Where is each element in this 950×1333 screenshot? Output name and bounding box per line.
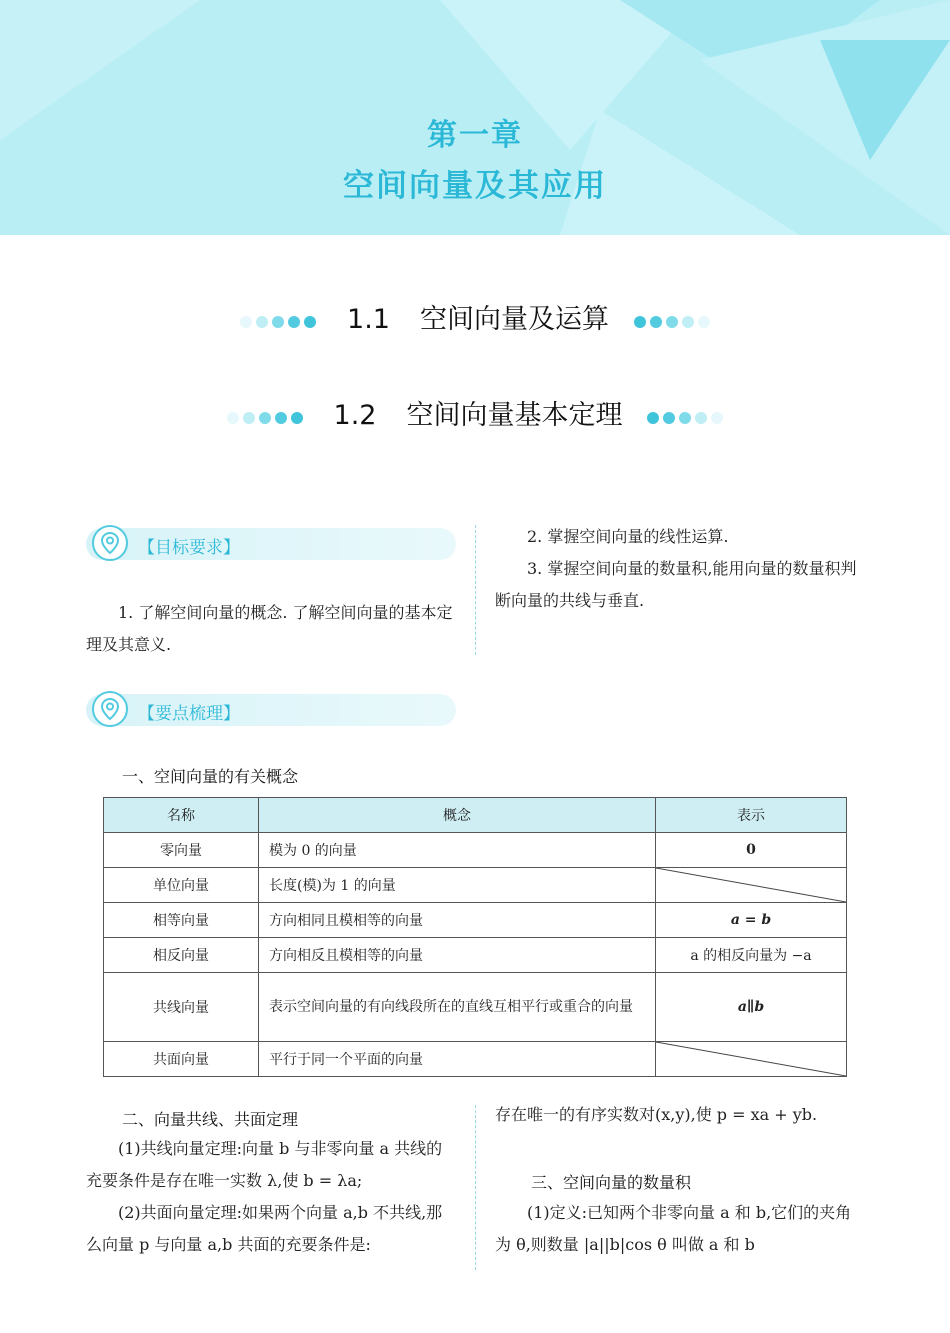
dot-product-definition: (1)定义:已知两个非零向量 a 和 b,它们的夹角为 θ,则数量 |a||b|cos θ 叫做 a 和 b <box>495 1203 852 1254</box>
theorems-heading: 二、向量共线、共面定理 <box>122 1110 299 1129</box>
keypoints-label: 【要点梳理】 <box>138 704 240 724</box>
table-row <box>104 833 847 868</box>
concepts-table <box>103 797 847 1077</box>
row-name: 单位向量 <box>104 868 259 903</box>
section-title: 空间向量基本定理 <box>406 400 623 431</box>
row-definition: 方向相同且模相等的向量 <box>259 903 656 938</box>
row-definition: 表示空间向量的有向线段所在的直线互相平行或重合的向量 <box>259 973 656 1042</box>
row-representation: a∥b <box>656 973 847 1042</box>
header-name: 名称 <box>104 798 259 833</box>
row-name: 零向量 <box>104 833 259 868</box>
keypoints-label-pill <box>86 694 456 726</box>
row-definition: 方向相反且模相等的向量 <box>259 938 656 973</box>
empty-slash-cell <box>656 868 847 903</box>
section-number: 1.2 <box>333 400 377 431</box>
left-dots-decoration <box>225 401 305 432</box>
row-representation: a 的相反向量为 −a <box>656 938 847 973</box>
location-pin-icon <box>92 525 128 561</box>
goal-item-2: 2. 掌握空间向量的线性运算. <box>527 527 729 546</box>
collinear-theorem: (1)共线向量定理:向量 b 与非零向量 a 共线的充要条件是存在唯一实数 λ,使 b = λa; <box>86 1139 443 1190</box>
goals-label: 【目标要求】 <box>138 538 240 558</box>
table-row <box>104 903 847 938</box>
section-title: 空间向量及运算 <box>419 304 609 335</box>
right-dots-decoration <box>632 305 712 336</box>
goal-item-3: 3. 掌握空间向量的数量积,能用向量的数量积判断向量的共线与垂直. <box>495 559 857 610</box>
goals-label-pill <box>86 528 456 560</box>
coplanar-theorem: (2)共面向量定理:如果两个向量 a,b 不共线,那么向量 p 与向量 a,b 共面的充要条件是: <box>86 1203 443 1254</box>
row-definition: 平行于同一个平面的向量 <box>259 1042 656 1077</box>
concepts-heading: 一、空间向量的有关概念 <box>122 767 299 786</box>
section-heading-1-2 <box>0 393 950 432</box>
empty-slash-cell <box>656 1042 847 1077</box>
chapter-number: 第一章 <box>427 118 523 153</box>
column-divider <box>475 525 476 655</box>
dot-product-heading: 三、空间向量的数量积 <box>531 1173 692 1192</box>
table-header-row <box>104 798 847 833</box>
section-number: 1.1 <box>347 304 390 335</box>
column-divider <box>475 1105 476 1270</box>
location-pin-icon <box>92 691 128 727</box>
chapter-title: 空间向量及其应用 <box>343 168 607 204</box>
row-definition: 长度(模)为 1 的向量 <box>259 868 656 903</box>
row-name: 共线向量 <box>104 973 259 1042</box>
section-heading-1-1 <box>0 297 950 336</box>
left-dots-decoration <box>238 305 318 336</box>
row-name: 共面向量 <box>104 1042 259 1077</box>
row-representation: a = b <box>656 903 847 938</box>
table-row <box>104 1042 847 1077</box>
goal-item-1: 1. 了解空间向量的概念. 了解空间向量的基本定理及其意义. <box>86 603 453 654</box>
table-row <box>104 938 847 973</box>
header-concept: 概念 <box>259 798 656 833</box>
table-row <box>104 868 847 903</box>
header-representation: 表示 <box>656 798 847 833</box>
right-dots-decoration <box>645 401 725 432</box>
table-row <box>104 973 847 1042</box>
row-representation: 0 <box>656 833 847 868</box>
row-name: 相等向量 <box>104 903 259 938</box>
chapter-banner <box>0 0 950 235</box>
coplanar-theorem-continued: 存在唯一的有序实数对(x,y),使 p = xa + yb. <box>495 1105 818 1124</box>
row-name: 相反向量 <box>104 938 259 973</box>
row-definition: 模为 0 的向量 <box>259 833 656 868</box>
